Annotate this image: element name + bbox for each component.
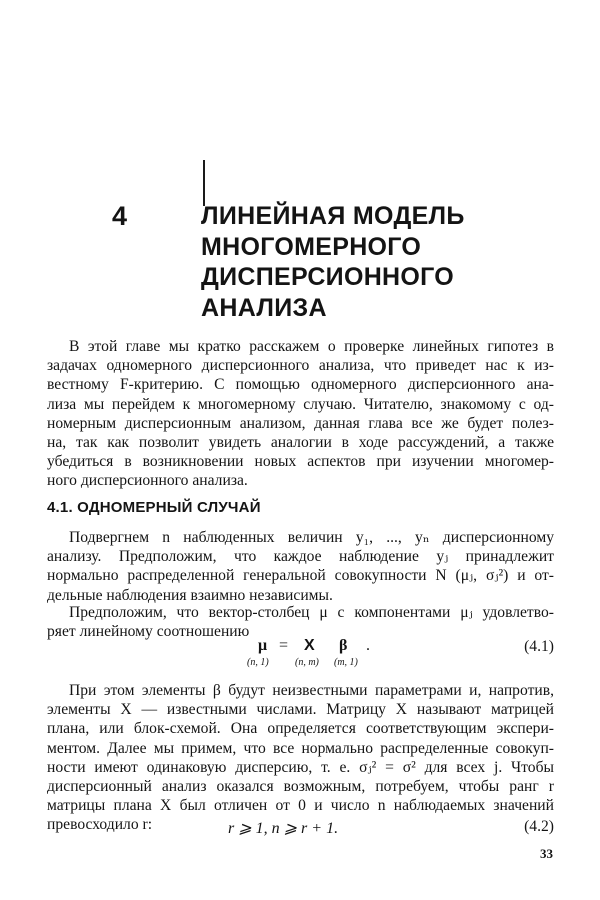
text-line: В этой главе мы кратко расскажем о проверке линейных гипотез в xyxy=(69,338,554,355)
text-line: ряет линейному соотношению xyxy=(47,623,250,641)
chapter-title-line: ЛИНЕЙНАЯ МОДЕЛЬ xyxy=(201,202,465,230)
text-line: ного дисперсионного анализа. xyxy=(47,472,248,490)
text-line: Подвергнем n наблюденных величин y₁, ..., yₙ дисперсионному xyxy=(69,529,554,546)
paragraph-elements xyxy=(47,681,554,835)
text-line: Предположим, что вектор-столбец μ с компонентами μⱼ удовлетво- xyxy=(69,604,554,621)
chapter-title-line: МНОГОМЕРНОГО xyxy=(201,232,422,261)
paragraph-observations xyxy=(47,528,554,605)
text-line: При этом элементы β будут неизвестными параметрами и, напротив, xyxy=(69,682,554,699)
text-line: задачах одномерного дисперсионного анализа, что приведет нас к из- xyxy=(47,357,554,375)
eq-beta: β xyxy=(339,637,348,654)
chapter-title-line: ДИСПЕРСИОННОГО xyxy=(201,263,455,291)
text-line: лиза мы перейдем к многомерному случаю. Читателю, знакомому с од- xyxy=(47,395,554,413)
text-line: ности имеют одинаковую дисперсию, т. е. σⱼ² = σ² для всех j. Чтобы xyxy=(47,758,554,776)
text-line: на, так как позволит увидеть аналогии в ходе рассуждений, а также xyxy=(47,433,554,451)
eq-equals: = xyxy=(279,637,289,654)
equation-number: (4.1) xyxy=(524,638,554,655)
paragraph-vector xyxy=(47,603,554,641)
text-line: превосходило r: xyxy=(47,816,153,834)
page-number: 33 xyxy=(540,846,553,861)
chapter-number: 4 xyxy=(112,201,128,231)
text-line: номерным дисперсионным анализом, данная глава все же будет полез- xyxy=(47,414,554,432)
text-line: вестному F-критерию. С помощью одномерного дисперсионного ана- xyxy=(47,376,554,394)
text-line: дисперсионный анализ оказался возможным, потребуем, чтобы ранг r xyxy=(47,777,554,795)
text-line: дельные наблюдения взаимно независимы. xyxy=(47,586,333,604)
chapter-title-line: АНАЛИЗА xyxy=(201,293,327,322)
eq-matrix-x: X xyxy=(304,637,315,654)
eq-mu: μ xyxy=(258,637,268,654)
text-line: матрицы плана X был отличен от 0 и число n наблюдаемых значений xyxy=(47,797,554,815)
text-line: элементы X — известными числами. Матрицу X называют матрицей xyxy=(47,701,554,719)
chapter-title xyxy=(201,201,465,323)
eq2-text: r ⩾ 1, n ⩾ r + 1. xyxy=(228,820,339,837)
text-line: нормально распределенной генеральной совокупности N (μⱼ, σⱼ²) и от- xyxy=(47,567,554,585)
chapter-rule xyxy=(203,160,205,206)
text-line: ментом. Далее мы примем, что все нормально распределенные совокуп- xyxy=(47,739,554,757)
eq-sub-beta: (m, 1) xyxy=(334,657,358,668)
section-heading: 4.1. ОДНОМЕРНЫЙ СЛУЧАЙ xyxy=(47,499,261,516)
text-line: плана, или блок-схемой. Она определяется соответствующим экспери- xyxy=(47,720,554,738)
eq-sub-x: (n, m) xyxy=(295,657,319,668)
intro-paragraph xyxy=(47,337,554,491)
text-line: убедиться в возникновении новых аспектов при изучении многомер- xyxy=(47,453,554,471)
eq-sub-mu: (n, 1) xyxy=(247,657,269,668)
text-line: анализу. Предположим, что каждое наблюдение yⱼ принадлежит xyxy=(47,548,554,566)
equation-number: (4.2) xyxy=(524,818,554,835)
eq-dot: . xyxy=(366,637,370,654)
